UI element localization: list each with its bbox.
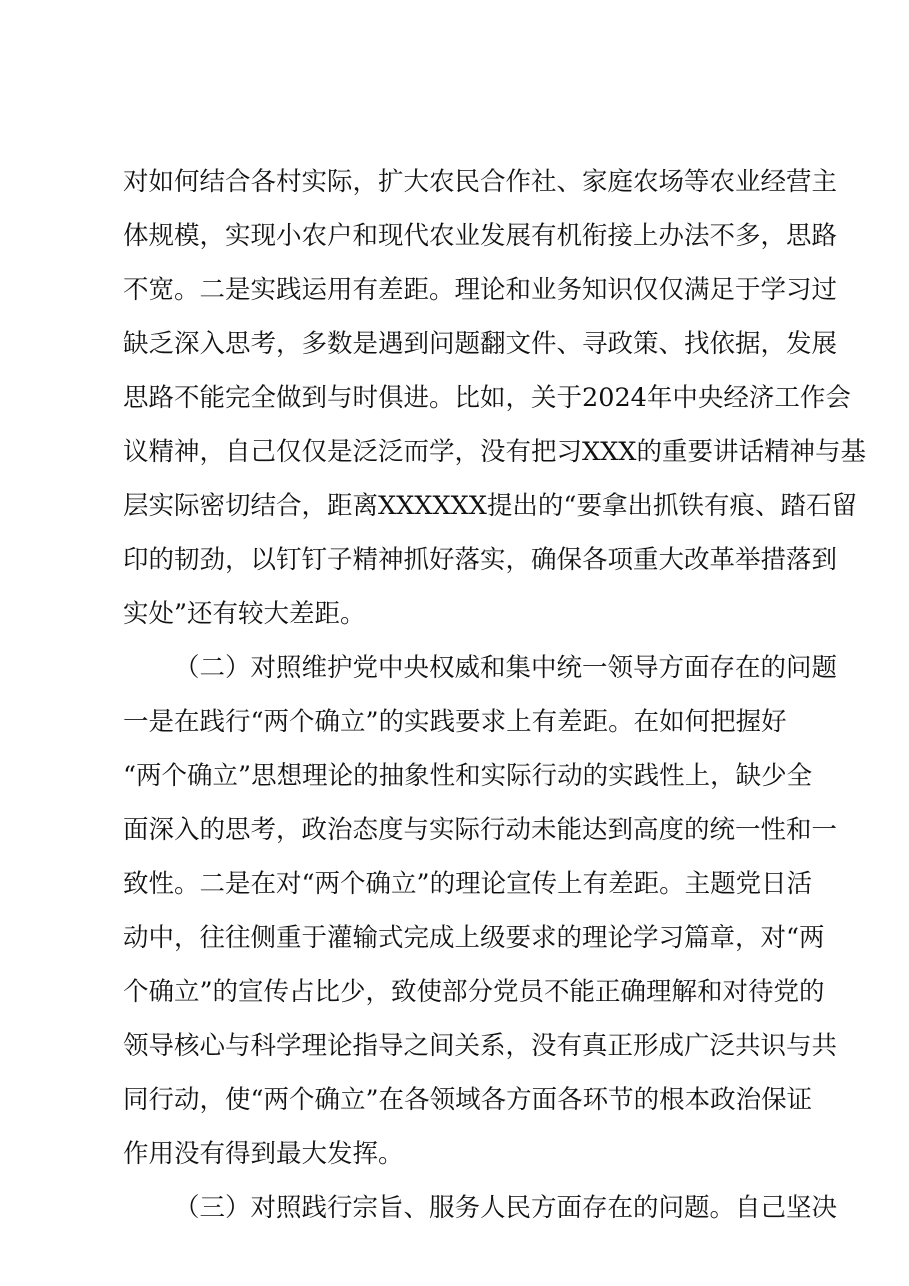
text-line: “两个确立”思想理论的抽象性和实际行动的实践性上，缺少全: [123, 761, 813, 791]
text-line: 面深入的思考，政治态度与实际行动未能达到高度的统一性和一: [123, 815, 838, 845]
section-heading: （三）对照践行宗旨、服务人民方面存在的问题。自己坚决: [174, 1193, 838, 1223]
text-line: 不宽。二是实践运用有差距。理论和业务知识仅仅满足于学习过: [123, 275, 838, 305]
text-line: 致性。二是在对“两个确立”的理论宣传上有差距。主题党日活: [123, 869, 813, 899]
text-line: 对如何结合各村实际，扩大农民合作社、家庭农场等农业经营主: [123, 167, 838, 197]
text-line: 思路不能完全做到与时俱进。比如，关于2024年中央经济工作会: [123, 383, 851, 413]
text-line: 体规模，实现小农户和现代农业发展有机衔接上办法不多，思路: [123, 221, 838, 251]
text-line: 领导核心与科学理论指导之间关系，没有真正形成广泛共识与共: [123, 1031, 838, 1061]
text-line: 动中，往往侧重于灌输式完成上级要求的理论学习篇章，对“两: [123, 923, 825, 953]
text-line: 印的韧劲，以钉钉子精神抓好落实，确保各项重大改革举措落到: [123, 545, 838, 575]
section-heading: （二）对照维护党中央权威和集中统一领导方面存在的问题: [174, 653, 838, 683]
text-line: 作用没有得到最大发挥。: [123, 1139, 404, 1169]
text-line: 一是在践行“两个确立”的实践要求上有差距。在如何把握好: [123, 707, 787, 737]
text-line: 缺乏深入思考，多数是遇到问题翻文件、寻政策、找依据，发展: [123, 329, 838, 359]
text-line: 同行动，使“两个确立”在各领域各方面各环节的根本政治保证: [123, 1085, 813, 1115]
text-line: 实处”还有较大差距。: [123, 599, 366, 629]
text-line: 议精神，自己仅仅是泛泛而学，没有把习XXX的重要讲话精神与基: [123, 437, 866, 467]
text-line: 个确立”的宣传占比少，致使部分党员不能正确理解和对待党的: [123, 977, 825, 1007]
text-line: 层实际密切结合，距离XXXXXX提出的“要拿出抓铁有痕、踏石留: [123, 491, 857, 521]
